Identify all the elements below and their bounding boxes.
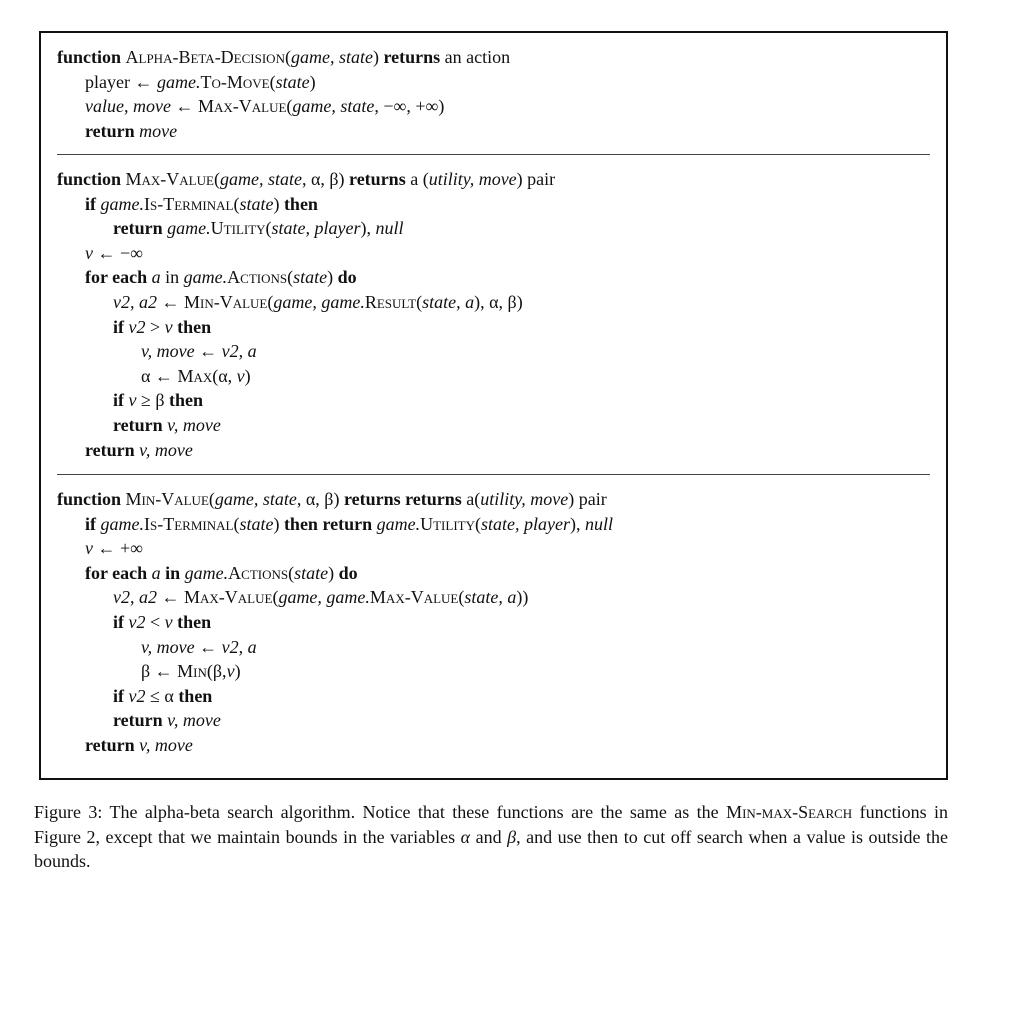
section-divider bbox=[57, 474, 930, 475]
code-line bbox=[113, 291, 523, 313]
text-run: ( bbox=[267, 292, 274, 312]
variable: v bbox=[85, 242, 93, 263]
variable: game, game. bbox=[278, 587, 370, 608]
text-run: ← bbox=[194, 636, 222, 657]
code-line bbox=[85, 734, 193, 756]
keyword: then bbox=[169, 390, 204, 411]
variable: game, state bbox=[214, 489, 297, 509]
function-name: Result bbox=[364, 292, 417, 312]
text-run: ) bbox=[273, 193, 284, 214]
variable: v, move bbox=[139, 439, 193, 460]
function-name: Max bbox=[177, 365, 213, 386]
function-name: Actions bbox=[228, 562, 289, 583]
text-run: an action bbox=[440, 47, 511, 67]
function-name: Actions bbox=[227, 267, 288, 288]
text-run: ← +∞ bbox=[93, 538, 143, 559]
variable: α bbox=[460, 826, 471, 847]
variable: v bbox=[128, 390, 137, 411]
function-name: Is-Terminal bbox=[144, 193, 234, 214]
variable: state bbox=[239, 193, 274, 214]
code-line bbox=[85, 513, 613, 535]
variable: a bbox=[151, 267, 161, 288]
text-run: ← bbox=[194, 341, 222, 362]
variable: v, move bbox=[139, 735, 193, 755]
code-line bbox=[113, 709, 221, 731]
text-run: ), bbox=[360, 218, 376, 239]
text-run: Figure 3: The alpha-beta search algorithm. Notice that these functions are the same as the bbox=[34, 802, 727, 822]
variable: game. bbox=[184, 562, 229, 583]
keyword: then bbox=[178, 685, 213, 706]
code-line bbox=[113, 389, 203, 411]
text-run: a ( bbox=[405, 169, 429, 189]
function-name: Max-Value bbox=[125, 169, 214, 189]
code-line bbox=[85, 120, 177, 142]
function-name: Utility bbox=[210, 218, 266, 239]
keyword: then return bbox=[283, 513, 373, 534]
keyword: do bbox=[337, 267, 357, 288]
variable: game. bbox=[156, 71, 201, 92]
keyword: if bbox=[113, 685, 124, 706]
text-run: ) pair bbox=[516, 169, 556, 189]
code-line bbox=[85, 562, 358, 584]
text-run: ( bbox=[265, 218, 272, 239]
code-line bbox=[113, 414, 221, 436]
function-name: Utility bbox=[420, 513, 475, 534]
text-run: ( bbox=[458, 587, 465, 608]
code-line bbox=[113, 217, 404, 239]
code-line bbox=[141, 340, 257, 362]
text-run: ), bbox=[569, 513, 585, 534]
text-run: ) pair bbox=[568, 489, 607, 509]
variable: v bbox=[236, 365, 245, 386]
text-run: (α, bbox=[212, 365, 237, 386]
keyword: return bbox=[85, 735, 135, 755]
text-run: ) bbox=[309, 71, 316, 92]
text-run: ) bbox=[327, 267, 338, 288]
variable: game. bbox=[100, 193, 144, 214]
text-run: ≥ β bbox=[136, 390, 170, 411]
code-line bbox=[85, 537, 143, 559]
text-run: (β, bbox=[206, 661, 227, 682]
code-line bbox=[85, 242, 143, 264]
code-line bbox=[85, 95, 444, 117]
function-name: Min bbox=[177, 661, 207, 682]
variable: value, move bbox=[85, 96, 171, 117]
variable: v2 bbox=[128, 685, 146, 706]
variable: move bbox=[139, 120, 178, 141]
function-name: Min-max-Search bbox=[726, 802, 853, 822]
keyword: returns bbox=[349, 169, 406, 189]
variable: v2, a bbox=[221, 341, 257, 362]
function-name: Min-Value bbox=[125, 489, 209, 509]
text-run: and bbox=[470, 826, 508, 847]
variable: v, move bbox=[141, 636, 195, 657]
text-run: ( bbox=[416, 292, 423, 312]
text-run: ( bbox=[288, 562, 295, 583]
text-run: ← −∞ bbox=[93, 242, 143, 263]
text-run: ) bbox=[244, 365, 251, 386]
variable: game. bbox=[183, 267, 228, 288]
code-line bbox=[141, 365, 251, 387]
keyword: function bbox=[57, 169, 122, 189]
text-run: ( bbox=[233, 193, 240, 214]
text-run: α ← bbox=[141, 365, 178, 386]
text-run: ), α, β) bbox=[474, 292, 523, 312]
text-run: < bbox=[145, 612, 165, 632]
variable: state bbox=[275, 71, 310, 92]
variable: state, a bbox=[464, 587, 517, 608]
code-line bbox=[57, 488, 607, 510]
variable: null bbox=[584, 513, 613, 534]
variable: game, game. bbox=[273, 292, 365, 312]
figure-caption bbox=[34, 800, 948, 874]
code-line bbox=[141, 636, 257, 658]
text-run: ( bbox=[272, 587, 279, 608]
variable: β bbox=[507, 826, 517, 847]
text-run: , α, β) bbox=[301, 169, 350, 189]
variable: v2 bbox=[128, 612, 146, 632]
keyword: function bbox=[57, 489, 122, 509]
variable: v, move bbox=[141, 341, 195, 362]
variable: state, a bbox=[422, 292, 475, 312]
text-run: player ← bbox=[85, 71, 157, 92]
keyword: if bbox=[85, 193, 96, 214]
text-run: ( bbox=[284, 47, 291, 67]
algorithm-box bbox=[39, 31, 948, 780]
variable: v, move bbox=[167, 415, 221, 435]
text-run: ← bbox=[157, 587, 184, 608]
text-run: , and use then to cut off search when a value is outside the bounds. bbox=[34, 826, 949, 871]
variable: game. bbox=[376, 513, 421, 534]
text-run: ≤ α bbox=[145, 685, 179, 706]
keyword: if bbox=[113, 316, 124, 337]
variable: v2, a2 bbox=[113, 292, 157, 312]
keyword: return bbox=[113, 218, 163, 239]
text-run: > bbox=[145, 316, 165, 337]
keyword: for each bbox=[85, 562, 148, 583]
code-line bbox=[141, 660, 241, 682]
code-line bbox=[113, 685, 212, 707]
keyword: for each bbox=[85, 267, 148, 288]
keyword: do bbox=[338, 562, 358, 583]
variable: v bbox=[164, 612, 173, 632]
code-line bbox=[113, 611, 211, 633]
keyword: function bbox=[57, 47, 122, 67]
keyword: then bbox=[177, 612, 212, 632]
variable: game. bbox=[167, 218, 211, 239]
keyword: return bbox=[85, 120, 135, 141]
variable: game, state bbox=[292, 96, 375, 117]
text-run: ← bbox=[170, 96, 198, 117]
keyword: if bbox=[85, 513, 96, 534]
code-line bbox=[85, 193, 318, 215]
function-name: Max-Value bbox=[197, 96, 287, 117]
text-run: )) bbox=[516, 587, 529, 608]
text-run: ( bbox=[233, 513, 240, 534]
text-run: ( bbox=[286, 96, 293, 117]
variable: v2, a bbox=[221, 636, 257, 657]
variable: game. bbox=[100, 513, 144, 534]
text-run: a( bbox=[461, 489, 481, 509]
variable: state bbox=[293, 267, 328, 288]
variable: v, move bbox=[167, 710, 221, 731]
text-run: ) bbox=[234, 661, 241, 682]
keyword: if bbox=[113, 390, 124, 411]
variable: null bbox=[375, 218, 404, 239]
variable: state, player bbox=[480, 513, 570, 534]
variable: a bbox=[151, 562, 161, 583]
code-line bbox=[113, 316, 211, 338]
text-run: ( bbox=[287, 267, 294, 288]
keyword: returns returns bbox=[343, 489, 462, 509]
text-run: functions in Figure 2, except that we maintain bounds in the variables bbox=[34, 802, 948, 847]
keyword: returns bbox=[383, 47, 441, 67]
keyword: return bbox=[113, 415, 163, 435]
variable: game, state bbox=[290, 47, 373, 67]
text-run: ← bbox=[157, 292, 184, 312]
text-run: ( bbox=[269, 71, 276, 92]
variable: state, player bbox=[271, 218, 361, 239]
variable: v2, a2 bbox=[113, 587, 157, 608]
function-name: Max-Value bbox=[184, 587, 273, 608]
function-name: Alpha-Beta-Decision bbox=[125, 47, 285, 67]
text-run: ( bbox=[208, 489, 215, 509]
variable: state bbox=[294, 562, 329, 583]
keyword: then bbox=[283, 193, 318, 214]
keyword: if bbox=[113, 612, 124, 632]
variable: game, state bbox=[219, 169, 302, 189]
function-name: Is-Terminal bbox=[144, 513, 234, 534]
function-name: Max-Value bbox=[369, 587, 459, 608]
keyword: in bbox=[165, 562, 181, 583]
code-line bbox=[85, 439, 193, 461]
text-run: , −∞, +∞) bbox=[374, 96, 445, 117]
keyword: return bbox=[85, 439, 135, 460]
variable: utility, move bbox=[428, 169, 517, 189]
keyword: then bbox=[177, 316, 212, 337]
text-run: ( bbox=[474, 513, 481, 534]
text-run: ) bbox=[328, 562, 339, 583]
variable: v bbox=[226, 661, 235, 682]
code-line bbox=[85, 71, 316, 93]
text-run: in bbox=[160, 267, 184, 288]
code-line bbox=[85, 266, 357, 288]
text-run: ( bbox=[213, 169, 220, 189]
code-line bbox=[113, 586, 528, 608]
function-name: Min-Value bbox=[184, 292, 268, 312]
keyword: return bbox=[113, 710, 163, 731]
variable: utility, move bbox=[480, 489, 569, 509]
code-line bbox=[57, 46, 510, 68]
variable: v bbox=[164, 316, 173, 337]
variable: v2 bbox=[128, 316, 146, 337]
text-run: , α, β) bbox=[296, 489, 344, 509]
variable: v bbox=[85, 538, 93, 559]
variable: state bbox=[239, 513, 274, 534]
code-line bbox=[57, 168, 555, 190]
function-name: To-Move bbox=[200, 71, 270, 92]
section-divider bbox=[57, 154, 930, 155]
text-run: ) bbox=[372, 47, 384, 67]
text-run: ) bbox=[273, 513, 284, 534]
text-run: β ← bbox=[141, 661, 178, 682]
